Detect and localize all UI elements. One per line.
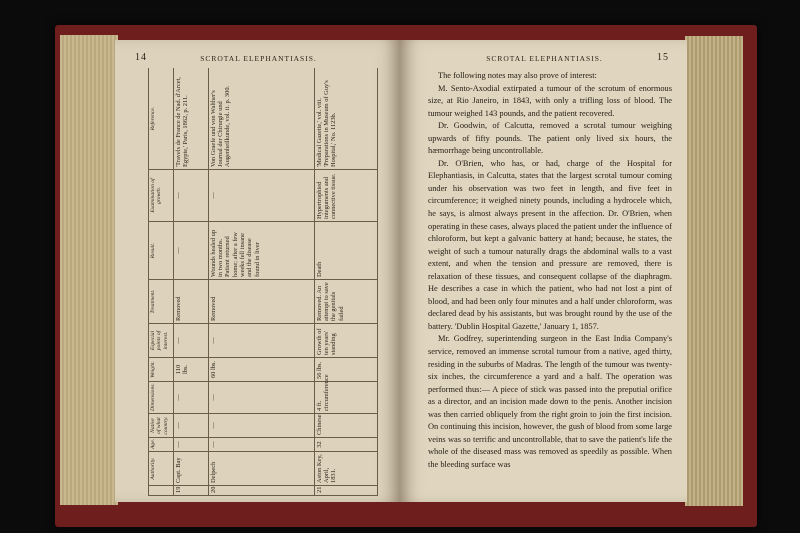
right-page-body: [428, 70, 672, 472]
cell-result: Wounds healed up in two months. Patient returned home; after a few weeks fell insane and the disease found in liver: [208, 222, 314, 280]
left-page-edges: [60, 35, 118, 505]
right-page-number: 15: [657, 52, 669, 63]
case-number: 19: [174, 486, 209, 496]
header-cell: Authority.: [149, 452, 174, 486]
header-cell: Treatment.: [149, 280, 174, 324]
cell-dimensions: —: [208, 382, 314, 414]
cell-reference: Von Graefe und von Walther's Journal der Chirurgie und Augenheilkunde, vol. ii. p. 300.: [208, 68, 314, 170]
table-row: [208, 68, 314, 496]
cell-authority: Capt. Bay: [174, 452, 209, 486]
cell-reference: 'Medical Gazette,' vol. viii. 'Preparations in Museum of Guy's Hospital,' No. 1123b.: [314, 68, 377, 170]
cell-examination: —: [208, 170, 314, 222]
cell-points: Growth of ten years' standing: [314, 324, 377, 358]
header-cell: Especial points of interest.: [149, 324, 174, 358]
cell-examination: —: [174, 170, 209, 222]
cell-weight: 60 lbs.: [208, 358, 314, 382]
left-page-number: 14: [135, 52, 147, 63]
cases-table: [148, 68, 378, 496]
case-number: 21: [314, 486, 377, 496]
cell-age: 32: [314, 438, 377, 452]
cell-result: Death: [314, 222, 377, 280]
header-cell: Examination of growth.: [149, 170, 174, 222]
table-header-row: [149, 68, 174, 496]
cell-native: —: [208, 414, 314, 438]
cell-result: —: [174, 222, 209, 280]
paragraph: M. Sento-Axodial extirpated a tumour of the scrotum of enormous size, at Rio Janeiro, in 1843, with only a trifling loss of blood. The tumour weighed 143 pounds, and the patient recovered.: [428, 83, 672, 118]
cell-native: —: [174, 414, 209, 438]
table-row: [314, 68, 377, 496]
header-cell: Age.: [149, 438, 174, 452]
table-row: [174, 68, 209, 496]
cell-reference: 'Travels de France de Nad. d'Arcet, Egypte,' Paris, 1862, p. 211.: [174, 68, 209, 170]
case-number: 20: [208, 486, 314, 496]
right-page-edges: [685, 36, 743, 506]
cell-weight: 110 lbs.: [174, 358, 209, 382]
cell-weight: 56 lbs.: [314, 358, 377, 382]
left-running-title: SCROTAL ELEPHANTIASIS.: [200, 54, 317, 63]
paragraph: Dr. O'Brien, who has, or had, charge of the Hospital for Elephantiasis, in Calcutta, states that the largest scrotal tumour coming under his observation was two feet in length, and five feet in circumference; it weighed ninety pounds, including a hydrocele which, he says, is almost always present in the affection. Dr. O'Brien, when operating in these cases, always placed the patient under the influence of chloroform, but kept a galvanic battery at hand; because, he states, the weight of such a tumour naturally drags the abdominal walls to a vast extent, and when the tension and pressure are removed, there is relaxation of these tissues, and consequent collapse of the diaphragm. He describes a case in which the patient, who had not lost a pint of blood, and had been only four minutes and a half under chloroform, was declared dead by his assistants, but was brought round by the use of the battery. 'Dublin Hospital Gazette,' January 1, 1857.: [428, 158, 672, 331]
paragraph: The following notes may also prove of interest:: [438, 71, 597, 80]
cell-treatment: Removed. An attempt to save the genitals failed: [314, 280, 377, 324]
header-cell: Weight.: [149, 358, 174, 382]
paragraph: Dr. Goodwin, of Calcutta, removed a scrotal tumour weighing upwards of fifty pounds. The patient only lived six hours, the hæmorrhage being uncontrollable.: [428, 121, 672, 156]
cell-treatment: Removed: [208, 280, 314, 324]
cell-points: —: [208, 324, 314, 358]
cell-examination: Hypertrophied integuments and connective tissue.: [314, 170, 377, 222]
cases-table-wrap: [148, 68, 378, 496]
cell-age: —: [174, 438, 209, 452]
header-cell: Reference.: [149, 68, 174, 170]
header-cell: Result.: [149, 222, 174, 280]
cell-authority: Aston Key, April, 1831.: [314, 452, 377, 486]
cell-dimensions: 4 ft. circumference: [314, 382, 377, 414]
right-running-title: SCROTAL ELEPHANTIASIS.: [486, 54, 603, 63]
header-cell: Dimensions.: [149, 382, 174, 414]
header-cell: Native of what country.: [149, 414, 174, 438]
paragraph: Mr. Godfrey, superintending surgeon in the East India Company's service, removed an immense scrotal tumour from a native, aged thirty, residing in the suburbs of Madras. The length of the tumour was twenty-six inches, the circumference a yard and a half. The operation was performed thus:— A piece of stick was passed into the preputial orifice as a director, and an incision made down to the penis. Another incision was then carried obliquely from the right groin to join the first incision. On continuing this incision, however, the gush of blood from some large veins was so terrific and uncontrollable, that to save the patient's life the whole of the diseased mass was removed as speedily as possible. When the bleeding surface was: [428, 334, 672, 469]
cell-native: Chinese: [314, 414, 377, 438]
cell-age: —: [208, 438, 314, 452]
cell-treatment: Removed: [174, 280, 209, 324]
cell-points: —: [174, 324, 209, 358]
cell-authority: Delpech: [208, 452, 314, 486]
cell-dimensions: —: [174, 382, 209, 414]
